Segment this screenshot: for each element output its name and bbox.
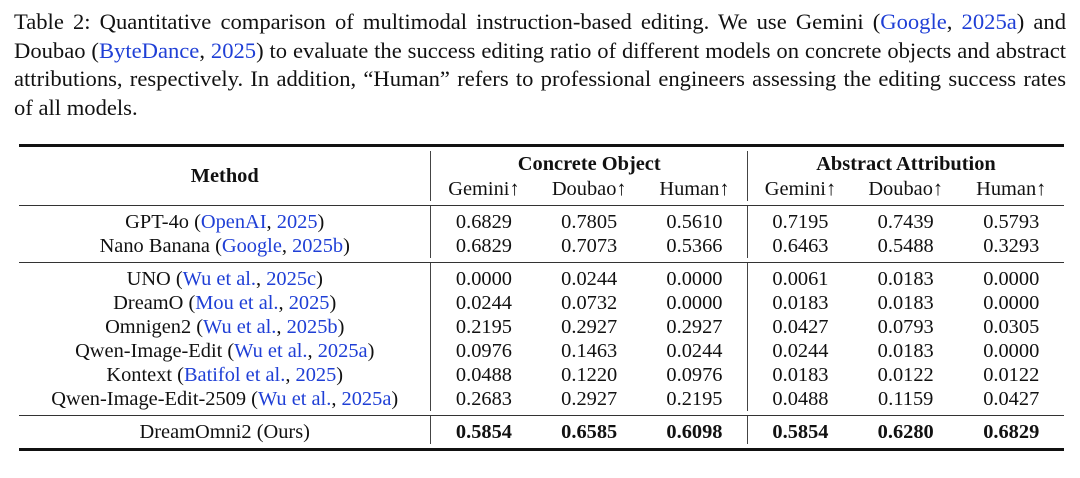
citation-link[interactable]: Google — [880, 9, 947, 34]
value-cell: 0.0183 — [877, 292, 934, 314]
abstract-attribution-header: Abstract Attribution — [816, 153, 996, 175]
method-name-text: , — [256, 268, 267, 290]
value-cell: 0.0000 — [983, 340, 1040, 362]
citation-link[interactable]: Batifol et al. — [183, 364, 286, 386]
value-cell: 0.7439 — [877, 211, 934, 233]
method-name-text: , — [278, 292, 289, 314]
table-row — [19, 315, 1064, 339]
table-row — [19, 206, 1064, 235]
value-cell: 0.5854 — [772, 421, 829, 443]
method-name-text: Qwen-Image-Edit ( — [75, 340, 235, 362]
value-cell: 0.0244 — [772, 340, 829, 362]
value-cell: 0.2927 — [561, 316, 618, 338]
citation-link[interactable]: Wu et al. — [182, 268, 257, 290]
method-name-text: Nano Banana ( — [99, 235, 222, 257]
value-cell: 0.0183 — [772, 292, 829, 314]
citation-link[interactable]: ByteDance — [98, 37, 200, 63]
value-cell: 0.0427 — [983, 388, 1040, 410]
method-cell — [19, 339, 431, 363]
value-cell: 0.0305 — [983, 316, 1040, 338]
value-cell: 0.0122 — [983, 364, 1040, 386]
citation-link[interactable]: Wu et al. — [234, 340, 308, 362]
value-cell: 0.2195 — [642, 387, 748, 411]
metric-header: Human↑ — [976, 178, 1047, 200]
ours-row — [19, 416, 1064, 445]
method-header: Method — [19, 151, 431, 201]
value-cell: 0.0427 — [772, 316, 829, 338]
method-name-text: , — [331, 388, 342, 410]
value-cell: 0.6585 — [561, 421, 618, 443]
table-row — [19, 387, 1064, 411]
method-cell — [19, 291, 431, 315]
method-name-text: Qwen-Image-Edit-2509 ( — [51, 388, 258, 410]
caption-label: Table 2: — [14, 9, 91, 34]
method-cell — [19, 263, 431, 292]
value-cell: 0.0793 — [877, 316, 934, 338]
value-cell: 0.6829 — [455, 235, 512, 257]
results-table — [19, 144, 1064, 451]
citation-link[interactable]: 2025b — [286, 316, 338, 338]
value-cell: 0.0183 — [772, 364, 829, 386]
citation-link[interactable]: 2025c — [266, 268, 317, 290]
metric-header: Doubao↑ — [551, 178, 627, 200]
method-name-text: ) — [336, 364, 344, 386]
method-name-text: DreamO ( — [113, 292, 196, 314]
table-row — [19, 291, 1064, 315]
citation-link[interactable]: Google — [221, 235, 282, 257]
value-cell: 0.5488 — [877, 235, 934, 257]
value-cell: 0.0976 — [455, 340, 512, 362]
metric-header: Gemini↑ — [448, 178, 520, 200]
citation-link[interactable]: Mou et al. — [195, 292, 279, 314]
method-name-text: , — [266, 211, 277, 233]
value-cell: 0.2927 — [642, 315, 748, 339]
value-cell: 0.5854 — [455, 421, 512, 443]
citation-link[interactable]: 2025 — [210, 37, 257, 63]
value-cell: 0.0061 — [772, 268, 829, 290]
citation-link[interactable]: Wu et al. — [203, 316, 277, 338]
table-row — [19, 339, 1064, 363]
citation-link[interactable]: 2025 — [288, 292, 330, 314]
table-row — [19, 263, 1064, 292]
method-name-text: ) — [391, 388, 399, 410]
value-cell: 0.7195 — [772, 211, 829, 233]
value-cell: 0.6829 — [983, 421, 1040, 443]
value-cell: 0.0000 — [642, 291, 748, 315]
citation-link[interactable]: Wu et al. — [257, 388, 332, 410]
method-name-text: , — [285, 364, 296, 386]
method-cell — [19, 206, 431, 235]
value-cell: 0.0000 — [642, 263, 748, 292]
value-cell: 0.0244 — [561, 268, 618, 290]
citation-link[interactable]: 2025a — [341, 388, 392, 410]
value-cell: 0.2927 — [561, 388, 618, 410]
citation-link[interactable]: 2025b — [292, 235, 344, 257]
method-name-text: ) — [329, 292, 337, 314]
value-cell: 0.6463 — [772, 235, 829, 257]
citation-link[interactable]: 2025a — [961, 9, 1017, 34]
value-cell: 0.1463 — [561, 340, 618, 362]
value-cell: 0.1159 — [878, 388, 934, 410]
table-row — [19, 234, 1064, 258]
method-name-text: , — [281, 235, 293, 257]
method-cell — [19, 234, 431, 258]
results-table-container — [19, 144, 1064, 451]
value-cell: 0.7805 — [561, 211, 618, 233]
value-cell: 0.0000 — [983, 268, 1040, 290]
value-cell: 0.5366 — [642, 234, 748, 258]
value-cell: 0.0000 — [455, 268, 512, 290]
value-cell: 0.0732 — [561, 292, 618, 314]
value-cell: 0.6829 — [455, 211, 512, 233]
value-cell: 0.6098 — [642, 416, 748, 445]
value-cell: 0.5610 — [642, 206, 748, 235]
value-cell: 0.0976 — [642, 363, 748, 387]
method-name-text: ) — [337, 316, 345, 338]
citation-link[interactable]: OpenAI — [200, 211, 267, 233]
method-cell: DreamOmni2 (Ours) — [19, 416, 431, 445]
value-cell: 0.0183 — [877, 340, 934, 362]
citation-link[interactable]: 2025 — [276, 211, 318, 233]
method-name-text: Omnigen2 ( — [105, 316, 204, 338]
method-name-text: ) — [316, 268, 323, 290]
method-name-text: ) — [317, 211, 325, 233]
metric-header: Human↑ — [642, 177, 748, 201]
method-cell — [19, 363, 431, 387]
method-name-text: Kontext ( — [106, 364, 184, 386]
method-name-text: GPT-4o ( — [125, 211, 201, 233]
value-cell: 0.0244 — [455, 292, 512, 314]
value-cell: 0.1220 — [561, 364, 618, 386]
value-cell: 0.0183 — [877, 268, 934, 290]
method-name-text: , — [276, 316, 287, 338]
method-cell — [19, 387, 431, 411]
metric-header: Gemini↑ — [764, 178, 837, 200]
bottom-rule — [19, 444, 1064, 450]
value-cell: 0.5793 — [983, 211, 1040, 233]
value-cell: 0.0488 — [772, 388, 829, 410]
method-name-text: ) — [367, 340, 375, 362]
concrete-object-header: Concrete Object — [431, 151, 748, 177]
value-cell: 0.0244 — [642, 339, 748, 363]
table-caption: Table 2: Quantitative comparison of multimodal instruction-based editing. We use Gemini (Google, 2025a) and Doubao (ByteDance, 2025) to evaluate the success editing ratio of different models on concrete objects and abstract attributions, respectively. In addition, “Human” refers to professional engineers assessing the editing success rates of all models. — [14, 9, 1067, 120]
header-group-row — [19, 151, 1064, 177]
value-cell: 0.0000 — [983, 292, 1040, 314]
method-cell — [19, 315, 431, 339]
value-cell: 0.0122 — [877, 364, 934, 386]
value-cell: 0.2683 — [455, 388, 512, 410]
method-name-text: ) — [343, 235, 350, 257]
value-cell: 0.7073 — [561, 235, 618, 257]
citation-link[interactable]: 2025a — [317, 340, 368, 362]
value-cell: 0.0488 — [455, 364, 512, 386]
table-row — [19, 363, 1064, 387]
citation-link[interactable]: 2025 — [295, 364, 337, 386]
value-cell: 0.2195 — [455, 316, 512, 338]
value-cell: 0.6280 — [877, 421, 934, 443]
method-name-text: , — [307, 340, 318, 362]
metric-header: Doubao↑ — [868, 178, 944, 200]
method-name-text: UNO ( — [126, 268, 183, 290]
value-cell: 0.3293 — [983, 235, 1040, 257]
